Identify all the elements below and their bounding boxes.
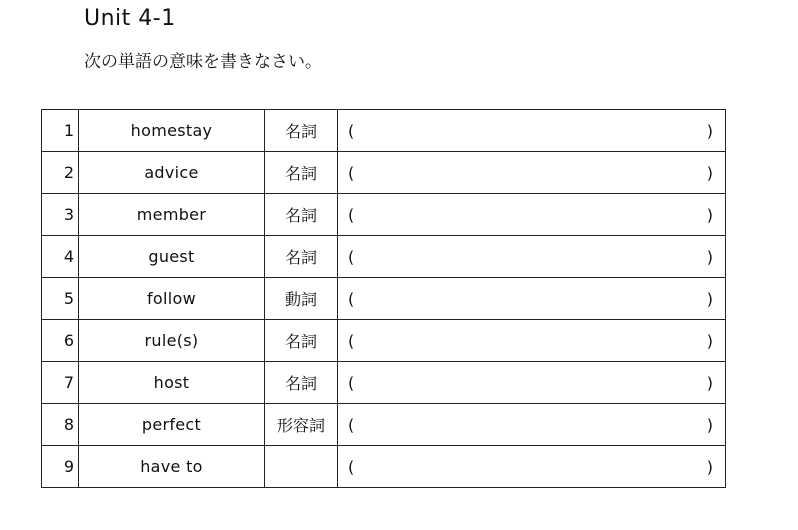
part-of-speech: 形容詞 xyxy=(265,404,338,446)
row-number: 9 xyxy=(42,446,79,488)
row-number: 3 xyxy=(42,194,79,236)
answer-blank[interactable] xyxy=(338,110,726,152)
table-row xyxy=(42,404,726,446)
english-word: host xyxy=(79,362,265,404)
part-of-speech: 名詞 xyxy=(265,236,338,278)
open-paren: ( xyxy=(348,163,355,182)
table-row xyxy=(42,152,726,194)
vocabulary-table xyxy=(41,109,726,488)
close-paren: ) xyxy=(706,121,713,140)
table-row xyxy=(42,236,726,278)
answer-blank[interactable] xyxy=(338,278,726,320)
part-of-speech: 動詞 xyxy=(265,278,338,320)
english-word: rule(s) xyxy=(79,320,265,362)
english-word: guest xyxy=(79,236,265,278)
row-number: 6 xyxy=(42,320,79,362)
table-row xyxy=(42,194,726,236)
open-paren: ( xyxy=(348,457,355,476)
answer-blank[interactable] xyxy=(338,362,726,404)
close-paren: ) xyxy=(706,457,713,476)
row-number: 5 xyxy=(42,278,79,320)
open-paren: ( xyxy=(348,289,355,308)
row-number: 2 xyxy=(42,152,79,194)
row-number: 8 xyxy=(42,404,79,446)
close-paren: ) xyxy=(706,163,713,182)
close-paren: ) xyxy=(706,331,713,350)
instruction-text: 次の単語の意味を書きなさい。 xyxy=(84,52,322,72)
open-paren: ( xyxy=(348,331,355,350)
answer-blank[interactable] xyxy=(338,404,726,446)
close-paren: ) xyxy=(706,373,713,392)
part-of-speech: 名詞 xyxy=(265,320,338,362)
table-row xyxy=(42,362,726,404)
part-of-speech xyxy=(265,446,338,488)
table-row xyxy=(42,110,726,152)
answer-blank[interactable] xyxy=(338,236,726,278)
english-word: perfect xyxy=(79,404,265,446)
answer-blank[interactable] xyxy=(338,152,726,194)
english-word: have to xyxy=(79,446,265,488)
english-word: homestay xyxy=(79,110,265,152)
close-paren: ) xyxy=(706,289,713,308)
answer-blank[interactable] xyxy=(338,320,726,362)
close-paren: ) xyxy=(706,415,713,434)
page-title: Unit 4-1 xyxy=(84,6,176,31)
part-of-speech: 名詞 xyxy=(265,194,338,236)
table-row xyxy=(42,320,726,362)
part-of-speech: 名詞 xyxy=(265,362,338,404)
open-paren: ( xyxy=(348,247,355,266)
answer-blank[interactable] xyxy=(338,194,726,236)
part-of-speech: 名詞 xyxy=(265,152,338,194)
table-row xyxy=(42,278,726,320)
row-number: 7 xyxy=(42,362,79,404)
open-paren: ( xyxy=(348,415,355,434)
table-row xyxy=(42,446,726,488)
open-paren: ( xyxy=(348,373,355,392)
close-paren: ) xyxy=(706,247,713,266)
english-word: advice xyxy=(79,152,265,194)
row-number: 1 xyxy=(42,110,79,152)
part-of-speech: 名詞 xyxy=(265,110,338,152)
answer-blank[interactable] xyxy=(338,446,726,488)
english-word: follow xyxy=(79,278,265,320)
open-paren: ( xyxy=(348,205,355,224)
row-number: 4 xyxy=(42,236,79,278)
close-paren: ) xyxy=(706,205,713,224)
english-word: member xyxy=(79,194,265,236)
open-paren: ( xyxy=(348,121,355,140)
